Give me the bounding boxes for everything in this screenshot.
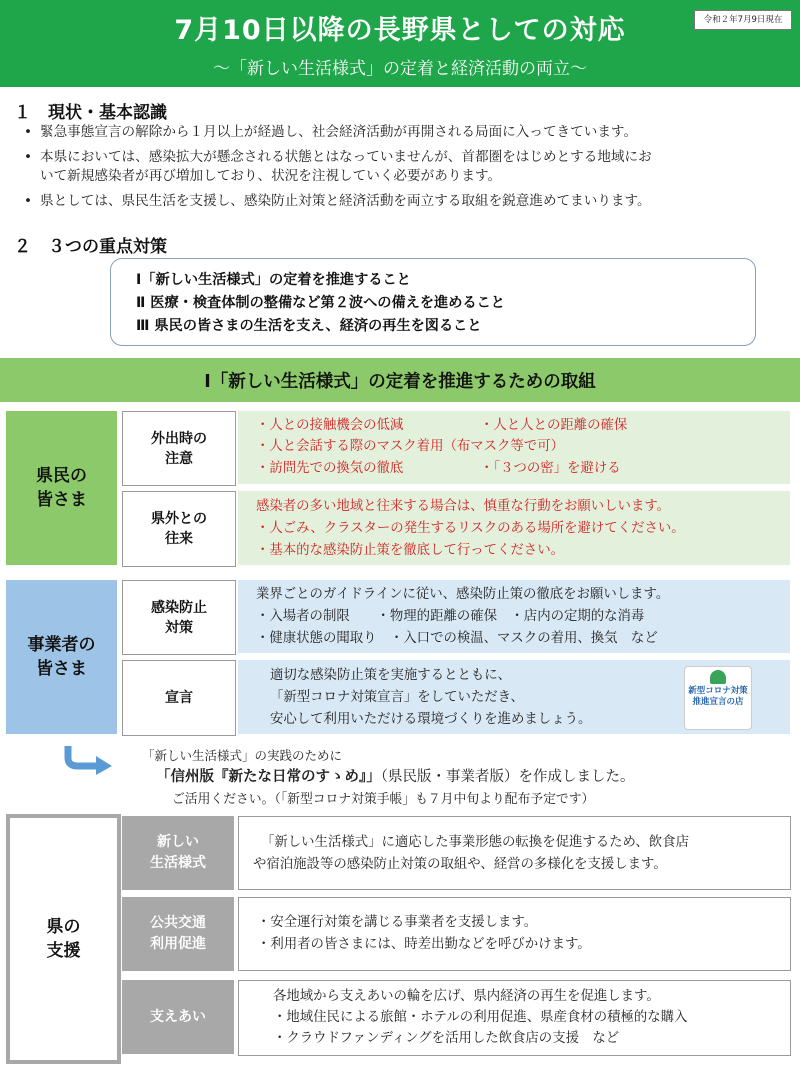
note-line-3: ご活用ください。（「新型コロナ対策手帳」も７月中旬より配布予定です）	[172, 792, 595, 807]
outing-item: ・人と人との距離の確保	[480, 418, 628, 433]
travel-item: 感染者の多い地域と往来する場合は、慎重な行動をお願いしいます。	[256, 499, 671, 514]
priority-2: Ⅱ 医療・検査体制の整備など第２波への備えを進めること	[136, 295, 505, 311]
badge-text-1: 新型コロナ対策	[688, 686, 748, 696]
prevention-label: 感染防止 対策	[122, 580, 236, 655]
mutual-item: ・クラウドファンディングを活用した飲食店の支援 など	[273, 1031, 620, 1046]
transit-desc	[238, 897, 791, 971]
outing-item: ・「３つの密」を避ける	[480, 461, 621, 476]
badge-text-2: 推進宣言の店	[692, 697, 744, 707]
heart-icon	[710, 670, 726, 684]
mutual-item: 各地域から支えあいの輪を広げ、県内経済の再生を促進します。	[273, 989, 660, 1004]
initiatives-banner-title: Ⅰ「新しい生活様式」の定着を推進するための取組	[204, 372, 596, 392]
page-subtitle: ～「新しい生活様式」の定着と経済活動の両立～	[213, 59, 587, 79]
outing-desc	[238, 411, 790, 484]
prevention-item: ・健康状態の聞取り ・入口での検温、マスクの着用、換気 など	[256, 631, 658, 646]
declaration-label: 宣言	[122, 660, 236, 736]
newlife-desc	[238, 816, 791, 890]
support-label: 県の 支援	[6, 814, 121, 1064]
declaration-item: 「新型コロナ対策宣言」をしていただき、	[270, 690, 524, 705]
priority-1: Ⅰ「新しい生活様式」の定着を推進すること	[136, 272, 411, 288]
note-guide-rest: （県民版・事業者版）を作成しました。	[380, 769, 635, 785]
mutual-desc	[238, 980, 791, 1056]
mutual-label: 支えあい	[122, 980, 234, 1054]
mutual-item: ・地域住民による旅館・ホテルの利用促進、県産食材の積極的な購入	[273, 1010, 688, 1025]
bullet-2-cont: いて新規感染者が再び増加しており、状況を注視していく必要があります。	[40, 168, 502, 184]
residents-label: 県民の 皆さま	[6, 411, 117, 565]
declaration-item: 適切な感染防止策を実施するとともに、	[270, 668, 512, 683]
travel-item: ・基本的な感染防止策を徹底して行ってください。	[256, 543, 564, 558]
outing-item: ・人と会話する際のマスク着用（布マスク等で可）	[256, 439, 564, 454]
note-guide-title: 「信州版『新たな日常のすゝめ』」	[156, 769, 381, 785]
outing-item: ・訪問先での換気の徹底	[256, 461, 404, 476]
business-label: 事業者の 皆さま	[6, 580, 117, 734]
travel-desc	[238, 491, 790, 565]
outing-label: 外出時の 注意	[122, 411, 236, 486]
bullet-1: • 緊急事態宣言の解除から１月以上が経過し、社会経済活動が再開される局面に入ってきています。	[24, 124, 638, 140]
travel-label: 県外との 往来	[122, 491, 236, 567]
newlife-label: 新しい 生活様式	[122, 816, 234, 890]
section2-heading: ２ ３つの重点対策	[14, 237, 167, 257]
outing-item: ・人との接触機会の低減	[256, 418, 404, 433]
declaration-item: 安心して利用いただける環境づくりを進めましょう。	[270, 712, 592, 727]
newlife-item: や宿泊施設等の感染防止対策の取組や、経営の多様化を支援します。	[253, 857, 667, 872]
declaration-badge	[684, 666, 752, 730]
turn-arrow-icon	[62, 744, 120, 776]
prevention-item: ・入場者の制限 ・物理的距離の確保 ・店内の定期的な消毒	[256, 609, 645, 624]
prevention-desc	[238, 580, 790, 653]
note-line-1: 「新しい生活様式」の実践のために	[142, 748, 343, 763]
date-stamp: 令和２年7月9日現在	[694, 10, 792, 30]
transit-item: ・利用者の皆さまには、時差出勤などを呼びかけます。	[257, 937, 591, 952]
bullet-2: • 本県においては、感染拡大が懸念される状態とはなっていませんが、首都圏をはじめとする地域にお	[24, 149, 652, 165]
declaration-desc	[238, 660, 790, 734]
transit-label: 公共交通 利用促進	[122, 897, 234, 971]
prevention-item: 業界ごとのガイドラインに従い、感染防止策の徹底をお願いします。	[256, 587, 670, 602]
priority-3: Ⅲ 県民の皆さまの生活を支え、経済の再生を図ること	[136, 318, 482, 334]
page-title: 7月10日以降の長野県としての対応	[174, 15, 626, 46]
travel-item: ・人ごみ、クラスターの発生するリスクのある場所を避けてください。	[256, 521, 685, 536]
bullet-3: • 県としては、県民生活を支援し、感染防止対策と経済活動を両立する取組を鋭意進めてまいります。	[24, 193, 651, 209]
note-line-2	[156, 765, 635, 786]
transit-item: ・安全運行対策を講じる事業者を支援します。	[257, 915, 538, 930]
newlife-item: 「新しい生活様式」に適応した事業形態の転換を促進するため、飲食店	[261, 835, 689, 850]
section1-heading: １ 現状・基本認識	[14, 103, 167, 123]
